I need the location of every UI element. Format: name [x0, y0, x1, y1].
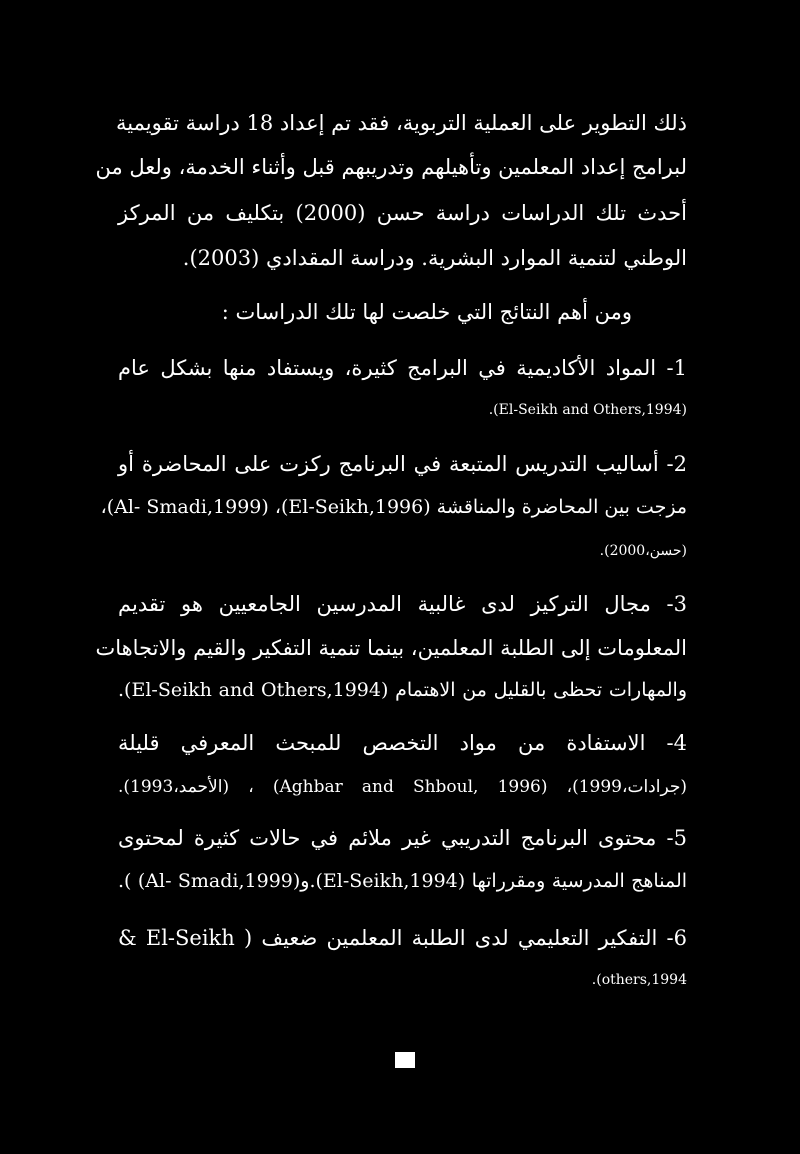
item-3-line-2: المعلومات إلى الطلبة المعلمين، بينما تنمية التفكير والقيم والاتجاهات	[95, 636, 687, 660]
item-3-line-3: والمهارات تحظى بالقليل من الاهتمام (El-Seikh and Others,1994).	[118, 679, 687, 701]
results-intro: ومن أهم النتائج التي خلصت لها تلك الدراسات :	[221, 300, 632, 324]
paragraph-1-line-4: الوطني لتنمية الموارد البشرية. ودراسة المقدادي (2003).	[182, 246, 687, 270]
item-4-line-2: (جرادات،1999)، (Aghbar and Shboul, 1996) ، (الأحمد،1993).	[118, 777, 687, 797]
item-6-line-1: 6- التفكير التعليمي لدى الطلبة المعلمين ضعيف ( El-Seikh &	[118, 926, 687, 950]
item-3-line-1: 3- مجال التركيز لدى غالبية المدرسين الجامعيين هو تقديم	[118, 592, 687, 616]
paragraph-1-line-1: ذلك التطوير على العملية التربوية، فقد تم إعداد 18 دراسة تقويمية	[116, 111, 687, 135]
paragraph-1-line-3: أحدث تلك الدراسات دراسة حسن (2000) بتكليف من المركز	[118, 201, 687, 225]
item-2-line-1: 2- أساليب التدريس المتبعة في البرنامج ركزت على المحاضرة أو	[118, 452, 687, 476]
page-number-marker	[395, 1052, 415, 1068]
item-5-line-2: المناهج المدرسية ومقرراتها (El-Seikh,1994).و(Al- Smadi,1999) ).	[118, 870, 688, 892]
paragraph-1-line-2: لبرامج إعداد المعلمين وتأهيلهم وتدريبهم قبل وأثناء الخدمة، ولعل من	[95, 155, 687, 179]
item-2-line-2: مزجت بين المحاضرة والمناقشة (El-Seikh,1996)، (Al- Smadi,1999)،	[100, 496, 687, 518]
item-5-line-1: 5- محتوى البرنامج التدريبي غير ملائم في حالات كثيرة لمحتوى	[118, 826, 687, 850]
item-1-citation: (El-Seikh and Others,1994).	[488, 402, 687, 418]
item-4-line-1: 4- الاستفادة من مواد التخصص للمبحث المعرفي قليلة	[118, 731, 687, 755]
item-2-line-3: (حسن،2000).	[599, 543, 687, 559]
item-6-line-2: others,1994).	[591, 972, 687, 988]
item-1-line-1: 1- المواد الأكاديمية في البرامج كثيرة، ويستفاد منها بشكل عام	[118, 356, 687, 380]
